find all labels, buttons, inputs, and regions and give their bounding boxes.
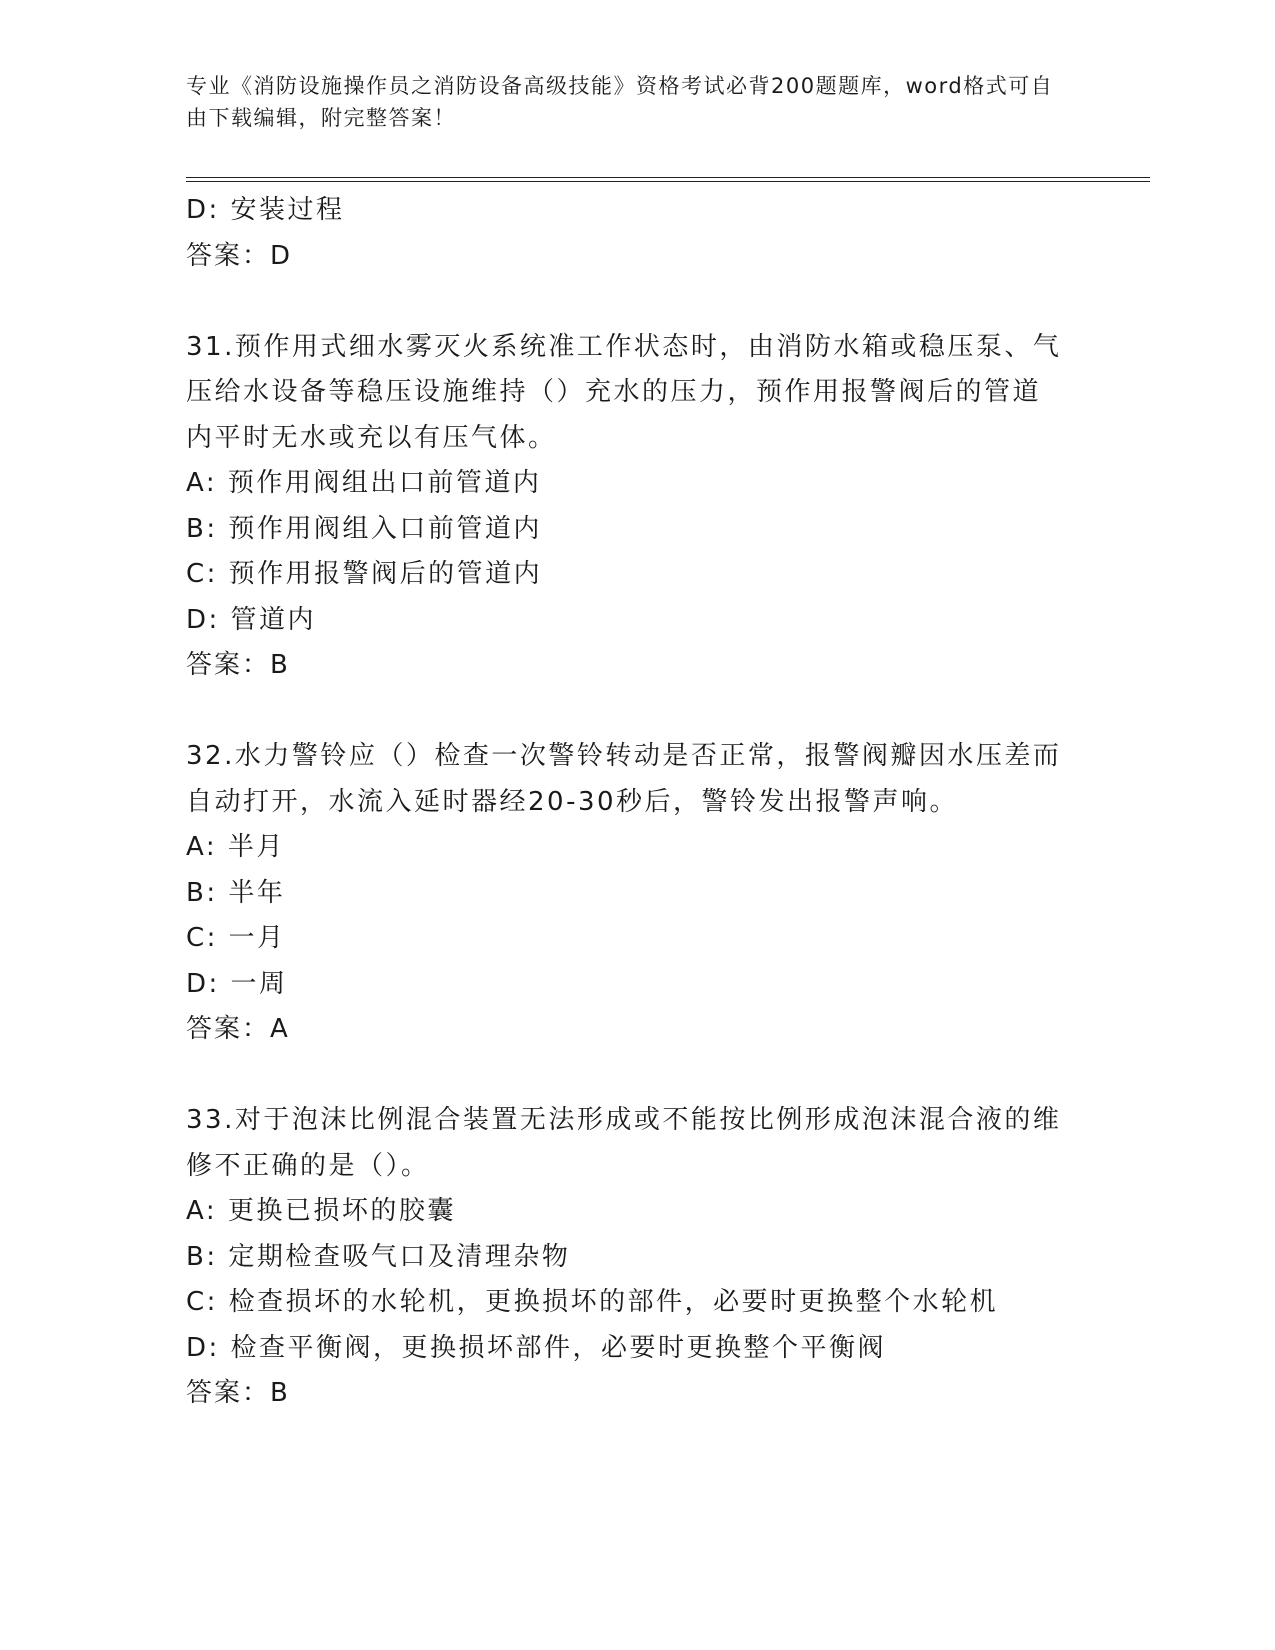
option-d: D: 管道内 xyxy=(186,604,317,635)
option-a: A: 半月 xyxy=(186,832,285,862)
answer-line: 答案：A xyxy=(186,1014,290,1044)
question-stem-line: 压给水设备等稳压设施维持（）充水的压力，预作用报警阀后的管道 xyxy=(186,377,1042,407)
option-b: B: 定期检查吸气口及清理杂物 xyxy=(186,1241,571,1272)
question-stem-line: 33.对于泡沫比例混合装置无法形成或不能按比例形成泡沫混合液的维 xyxy=(186,1105,1062,1135)
document-body xyxy=(186,188,1086,1417)
question-stem-line: 内平时无水或充以有压气体。 xyxy=(186,422,557,453)
option-d: D: 一周 xyxy=(186,968,288,999)
header-rule-top xyxy=(186,177,1150,178)
answer-line: 答案：B xyxy=(186,650,290,680)
answer-line: 答案：D xyxy=(186,240,293,271)
spacer xyxy=(186,1053,1086,1099)
answer-line: 答案：B xyxy=(186,1378,290,1408)
option-c: C: 检查损坏的水轮机，更换损坏的部件，必要时更换整个水轮机 xyxy=(186,1287,999,1317)
question-block xyxy=(186,325,1086,689)
option-b: B: 预作用阀组入口前管道内 xyxy=(186,513,542,544)
question-block xyxy=(186,734,1086,1053)
document-header: 专业《消防设施操作员之消防设备高级技能》资格考试必背200题题库，word格式可自由下载编辑，附完整答案！ xyxy=(186,74,1054,130)
option-d: D: 检查平衡阀，更换损坏部件，必要时更换整个平衡阀 xyxy=(186,1332,887,1363)
question-stem-line: 修不正确的是（）。 xyxy=(186,1150,430,1181)
option-d: D: 安装过程 xyxy=(186,195,345,225)
spacer xyxy=(186,689,1086,735)
spacer xyxy=(186,279,1086,325)
option-c: C: 一月 xyxy=(186,923,286,953)
option-b: B: 半年 xyxy=(186,877,286,908)
header-rule-bottom xyxy=(186,181,1150,182)
option-a: A: 预作用阀组出口前管道内 xyxy=(186,468,542,498)
question-stem-line: 32.水力警铃应（）检查一次警铃转动是否正常，报警阀瓣因水压差而 xyxy=(186,741,1062,771)
question-block xyxy=(186,1098,1086,1417)
option-a: A: 更换已损坏的胶囊 xyxy=(186,1196,456,1226)
question-stem-line: 31.预作用式细水雾灭火系统准工作状态时，由消防水箱或稳压泵、气 xyxy=(186,331,1062,362)
option-c: C: 预作用报警阀后的管道内 xyxy=(186,559,543,589)
question-stem-line: 自动打开，水流入延时器经20-30秒后，警铃发出报警声响。 xyxy=(186,786,959,817)
